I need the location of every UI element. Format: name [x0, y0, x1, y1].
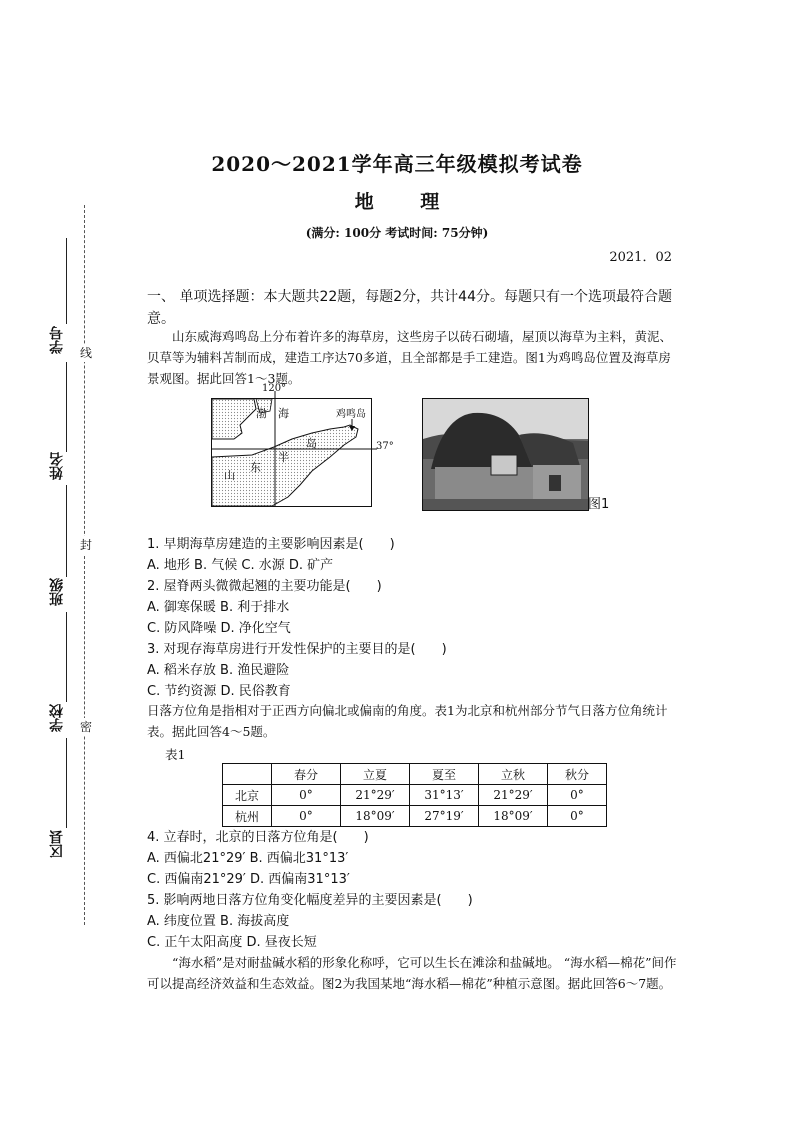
question-3-stem: 3. 对现存海草房进行开发性保护的主要目的是( )	[147, 642, 447, 657]
question-2-stem: 2. 屋脊两头微微起翘的主要功能是( )	[147, 579, 382, 594]
island-label: 鸡鸣岛	[336, 409, 366, 420]
table1-caption: 表1	[165, 747, 186, 762]
table-header-cell	[223, 764, 272, 785]
table-row	[223, 785, 607, 806]
passage-1: 山东威海鸡鸣岛上分布着许多的海草房，这些房子以砖石砌墙，屋顶以海草为主料，黄泥、贝草等为辅料苫制而成，建造工序达70多道，且全部都是手工建造。图1为鸡鸣岛位置及海草房景观图。据此回答1～3题。	[147, 329, 673, 386]
table-cell: 杭州	[223, 806, 272, 827]
figure1-photo-thatched-house	[422, 398, 589, 511]
class-label: 班级	[49, 578, 65, 606]
binding-char-secret: 密	[80, 720, 93, 734]
table-cell: 18°09′	[479, 806, 548, 827]
district-top-blank	[66, 738, 67, 828]
question-4-options-ab: A. 西偏北21°29′ B. 西偏北31°13′	[147, 851, 349, 866]
question-5-options-cd: C. 正午太阳高度 D. 昼夜长短	[147, 935, 317, 950]
exam-title: 2020～2021学年高三年级模拟考试卷	[211, 152, 583, 176]
question-1-stem: 1. 早期海草房建造的主要影响因素是( )	[147, 537, 395, 552]
district-label: 区县	[49, 830, 65, 858]
photo-svg	[423, 399, 588, 510]
map-char-dao: 岛	[306, 437, 317, 450]
binding-char-seal: 封	[80, 538, 93, 552]
question-3-options-cd: C. 节约资源 D. 民俗教育	[147, 684, 291, 699]
table-header-cell: 秋分	[548, 764, 607, 785]
map-char-shan: 山	[224, 469, 235, 482]
lon-label: 120°	[262, 383, 287, 394]
student-id-label: 学号	[49, 326, 65, 354]
table-header-row	[223, 764, 607, 785]
table-row	[223, 806, 607, 827]
question-4-options-cd: C. 西偏南21°29′ D. 西偏南31°13′	[147, 872, 350, 887]
lat-label: 37°	[376, 441, 394, 452]
passage-3: “海水稻”是对耐盐碱水稻的形象化称呼，它可以生长在滩涂和盐碱地。 “海水稻—棉花”间作可以提高经济效益和生态效益。图2为我国某地“海水稻—棉花”种植示意图。据此回答6～7题。	[147, 955, 677, 991]
table-cell: 0°	[548, 785, 607, 806]
question-2-options-ab: A. 御寒保暖 B. 利于排水	[147, 600, 290, 615]
school-label: 学校	[49, 704, 65, 732]
map-char-hai: 海	[278, 407, 289, 420]
subject-title: 地 理	[354, 191, 440, 213]
table-cell: 21°29′	[341, 785, 410, 806]
table-cell: 0°	[272, 806, 341, 827]
section-heading: 一、 单项选择题：本大题共22题，每题2分，共计44分。每题只有一个选项最符合题意。	[147, 289, 672, 327]
map-char-bo: 渤	[256, 407, 267, 420]
question-1-options: A. 地形 B. 气候 C. 水源 D. 矿产	[147, 558, 334, 573]
table-cell: 31°13′	[410, 785, 479, 806]
passage-2: 日落方位角是指相对于正西方向偏北或偏南的角度。表1为北京和杭州部分节气日落方位角统计表。据此回答4～5题。	[147, 703, 668, 739]
table-header-cell: 夏至	[410, 764, 479, 785]
table-header-cell: 春分	[272, 764, 341, 785]
binding-char-line: 线	[80, 346, 93, 360]
binding-dashed-line	[84, 205, 85, 925]
table-cell: 0°	[548, 806, 607, 827]
student-name-top-blank	[66, 362, 67, 452]
table-cell: 27°19′	[410, 806, 479, 827]
map-char-ban: 半	[278, 451, 289, 464]
exam-info: (满分: 100分 考试时间: 75分钟)	[305, 226, 489, 240]
question-5-options-ab: A. 纬度位置 B. 海拔高度	[147, 914, 290, 929]
question-5-stem: 5. 影响两地日落方位角变化幅度差异的主要因素是( )	[147, 893, 473, 908]
table-cell: 18°09′	[341, 806, 410, 827]
question-3-options-ab: A. 稻米存放 B. 渔民避险	[147, 663, 290, 678]
exam-date: 2021．02	[609, 250, 672, 265]
table-1	[222, 763, 607, 827]
question-4-stem: 4. 立春时，北京的日落方位角是( )	[147, 830, 369, 845]
table-cell: 北京	[223, 785, 272, 806]
table-cell: 21°29′	[479, 785, 548, 806]
table-header-cell: 立秋	[479, 764, 548, 785]
school-top-blank	[66, 612, 67, 702]
class-top-blank	[66, 485, 67, 577]
figure1-caption: 图1	[588, 497, 610, 512]
table-header-cell: 立夏	[341, 764, 410, 785]
table-cell: 0°	[272, 785, 341, 806]
question-2-options-cd: C. 防风降噪 D. 净化空气	[147, 621, 291, 636]
student-id-blank	[66, 238, 67, 324]
student-name-label: 姓名	[49, 452, 65, 480]
map-char-dong: 东	[250, 461, 261, 474]
figure1-map	[211, 383, 394, 507]
